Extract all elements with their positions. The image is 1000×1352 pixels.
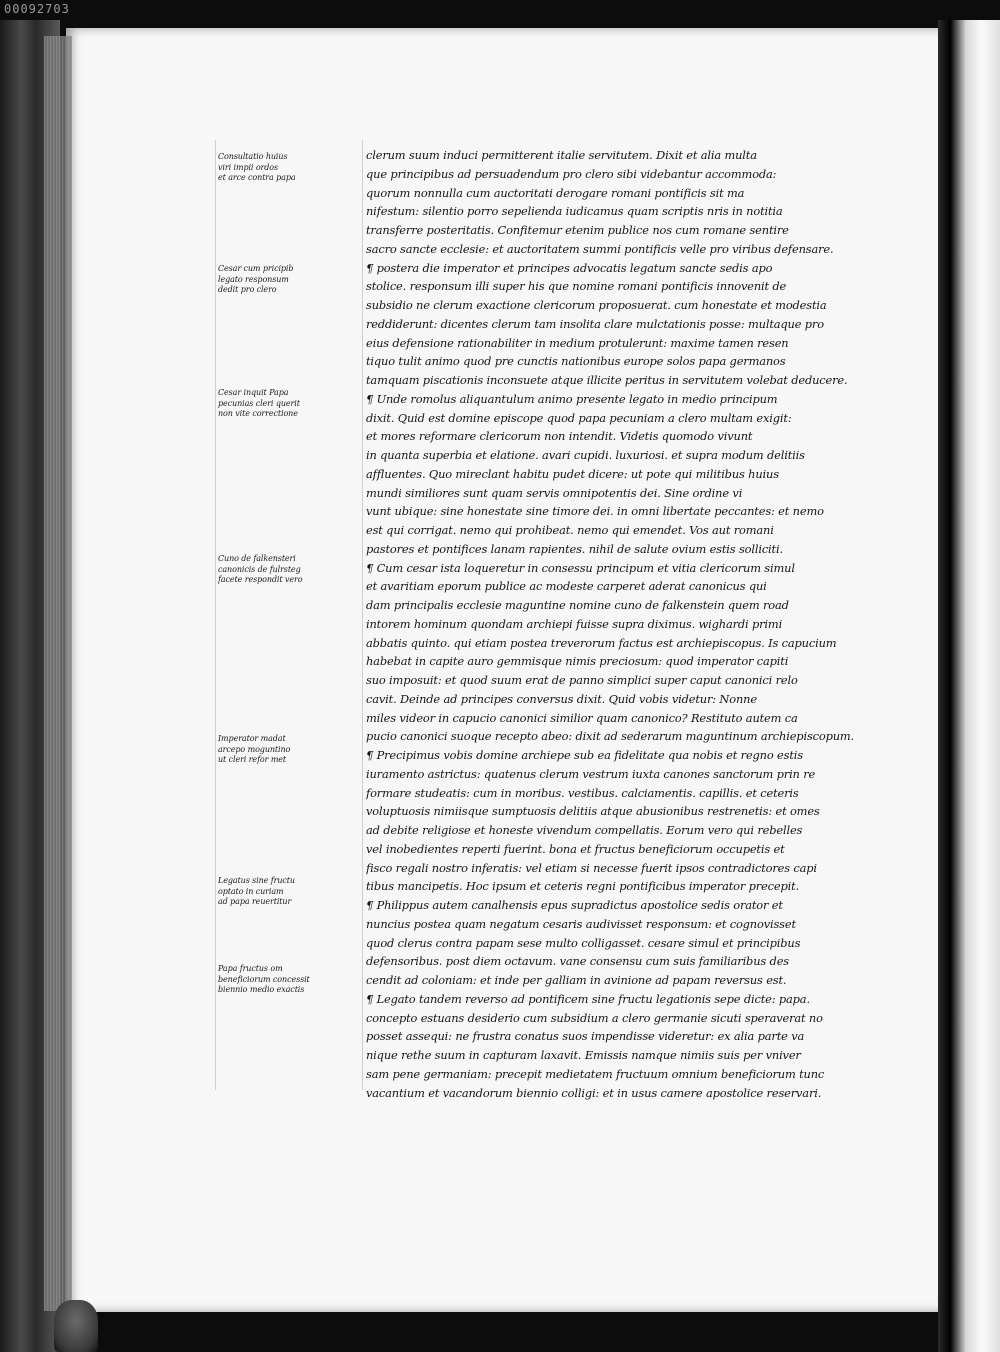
text-line: dixit. Quid est domine episcope quod papa pecuniam a clero multam exigit: [366,410,792,425]
main-text-block [366,146,886,1102]
marginal-note-line: Cuno de falkensteri [218,554,296,563]
text-line: iuramento astrictus: quatenus clerum vestrum iuxta canones sanctorum prin re [366,766,816,781]
shelfmark-number: 00092703 [4,2,70,16]
text-line: posset assequi: ne frustra conatus suos impendisse videretur: ex alia parte va [366,1029,805,1044]
text-line: eius defensione rationabiliter in medium protulerunt: maxime tamen resen [366,335,789,350]
marginal-note-line: biennio medio exactis [218,985,305,994]
text-line: tamquam piscationis inconsuete atque illicite peritus in servitutem volebat deducere. [366,373,848,387]
text-line: concepto estuans desiderio cum subsidium a clero germanie sicuti speraverat no [366,1010,823,1025]
marginal-note-line: Papa fructus om [218,964,283,973]
text-line: nique rethe suum in capturam laxavit. Emissis namque nimiis suis per vniver [366,1048,801,1062]
marginal-note-line: et arce contra papa [218,173,296,182]
text-line: quod clerus contra papam sese multo colligasset. cesare simul et principibus [366,935,801,950]
marginal-note-line: pecunias cleri querit [218,398,300,408]
text-line: vacantium et vacandorum biennio colligi: et in usus camere apostolice reservari. [366,1085,822,1100]
text-line: reddiderunt: dicentes clerum tam insolita clare mulctationis posse: multaque pro [366,316,824,331]
marginal-note-line: ad papa reuertitur [218,897,292,906]
text-line: nuncius postea quam negatum cesaris audivisset responsum: et cognovisset [366,916,796,931]
marginal-note-line: viri impii ordos [218,162,279,172]
text-line: et avaritiam eporum publice ac modeste carperet aderat canonicus qui [366,579,767,594]
marginal-note-line: Cesar cum pricipib [218,264,294,273]
text-line: pastores et pontifices lanam rapientes. nihil de salute ovium estis solliciti. [366,541,783,556]
text-line: subsidio ne clerum exactione clericorum proposuerat. cum honestate et modestia [366,298,827,312]
marginal-note [218,264,328,296]
text-line: que principibus ad persuadendum pro clero sibi videbantur accommoda: [366,166,777,181]
marginal-note-line: optato in curiam [218,886,284,896]
text-line: tibus mancipetis. Hoc ipsum et ceteris regni pontificibus imperator precepit. [366,879,800,894]
marginal-note-line: Cesar inquit Papa [218,388,289,397]
text-line: stolice. responsum illi super his que nomine romani pontificis innovenit de [366,279,787,294]
text-line: intorem hominum quondam archiepi fuisse supra diximus. wighardi primi [366,616,783,631]
marginal-note-line: dedit pro clero [218,285,277,294]
text-line: ¶ Legato tandem reverso ad pontificem sine fructu legationis sepe dicte: papa. [366,991,810,1006]
text-line: ¶ Philippus autem canalhensis epus supradictus apostolice sedis orator et [366,898,783,912]
text-line: ¶ postera die imperator et principes advocatis legatum sancte sedis apo [366,260,773,275]
text-line: quorum nonnulla cum auctoritati derogare romani pontificis sit ma [366,185,745,200]
text-line: affluentes. Quo mireclant habitu pudet dicere: ut pote qui militibus huius [366,466,779,481]
scanner-thumb [54,1300,98,1352]
marginal-note [218,964,328,996]
marginal-note-line: Imperator madat [218,734,286,743]
text-line: suo imposuit: et quod suum erat de panno simplici super caput canonici relo [366,673,798,687]
text-line: clerum suum induci permitterent italie servitutem. Dixit et alia multa [366,148,757,162]
marginal-note-line: arcepo moguntino [218,744,291,754]
text-line: in quanta superbia et elatione. avari cupidi. luxuriosi. et supra modum delitiis [366,448,805,462]
marginal-note-line: Legatus sine fructu [218,876,295,885]
marginal-note [218,388,328,420]
text-line: habebat in capite auro gemmisque nimis preciosum: quod imperator capiti [366,654,789,669]
text-line: ¶ Unde romolus aliquantulum animo presente legato in medio principum [366,391,778,406]
text-line: abbatis quinto. qui etiam postea treverorum factus est archiepiscopus. Is capucium [366,635,837,650]
marginal-note-line: Consultatio huius [218,152,288,161]
marginal-note [218,152,328,184]
marginal-note-line: facete respondit vero [218,575,303,584]
marginal-note [218,734,328,766]
text-line: voluptuosis nimiisque sumptuosis delitiis atque abusionibus restrenetis: et omes [366,804,820,819]
text-line: dam principalis ecclesie maguntine nomine cuno de falkenstein quem road [366,598,789,612]
text-line: est qui corrigat. nemo qui prohibeat. nemo qui emendet. Vos aut romani [366,523,774,537]
text-line: defensoribus. post diem octavum. vane consensu cum suis familiaribus des [366,954,789,969]
text-line: sam pene germaniam: precepit medietatem fructuum omnium beneficiorum tunc [366,1066,825,1081]
text-line: et mores reformare clericorum non intendit. Videtis quomodo vivunt [366,429,753,444]
page-stack-edge [44,36,72,1311]
text-line: formare studeatis: cum in moribus. vestibus. calciamentis. capillis. et ceteris [366,785,799,800]
text-line: ¶ Precipimus vobis domine archiepe sub ea fidelitate qua nobis et regno estis [366,748,803,762]
text-line: ad debite religiose et honeste vivendum compellatis. Eorum vero qui rebelles [366,823,803,837]
text-line: cavit. Deinde ad principes conversus dixit. Quid vobis videtur: Nonne [366,691,757,706]
marginal-note-line: non vite correctione [218,409,298,418]
text-line: vel inobedientes reperti fuerint. bona et fructus beneficiorum occupetis et [366,841,785,856]
text-rule-left [362,140,363,1090]
text-line: pucio canonici suoque recepto abeo: dixit ad sederarum maguntinum archiepiscopum. [366,729,855,744]
marginal-note-line: legato responsum [218,274,289,284]
text-line: vunt ubique: sine honestate sine timore dei. in omni libertate peccantes: et nemo [366,504,824,519]
marginal-note-line: beneficiorum concessit [218,974,310,984]
text-line: mundi similiores sunt quam servis omnipotentis dei. Sine ordine vi [366,485,743,500]
text-line: cendit ad coloniam: et inde per galliam in avinione ad papam reversus est. [366,973,787,987]
text-line: transferre posteritatis. Confitemur etenim publice nos cum romane sentire [366,223,789,237]
margin-rule-left [215,140,216,1090]
marginal-note-line: ut cleri refor met [218,755,287,764]
marginal-note [218,876,328,908]
facing-page-edge [938,20,1000,1352]
marginal-note [218,554,328,586]
text-line: nifestum: silentio porro sepelienda iudicamus quam scriptis nris in notitia [366,204,783,219]
text-line: sacro sancte ecclesie: et auctoritatem summi pontificis velle pro viribus defensare. [366,241,834,256]
marginal-note-line: canonicis de fulrsteg [218,564,301,574]
text-line: tiquo tulit animo quod pre cunctis nationibus europe solos papa germanos [366,354,786,369]
text-line: fisco regali nostro inferatis: vel etiam si necesse fuerit ipsos contradictores capi [366,860,817,875]
text-line: ¶ Cum cesar ista loqueretur in consessu principum et vitia clericorum simul [366,560,795,575]
text-line: miles videor in capucio canonici similior quam canonico? Restituto autem ca [366,710,798,725]
